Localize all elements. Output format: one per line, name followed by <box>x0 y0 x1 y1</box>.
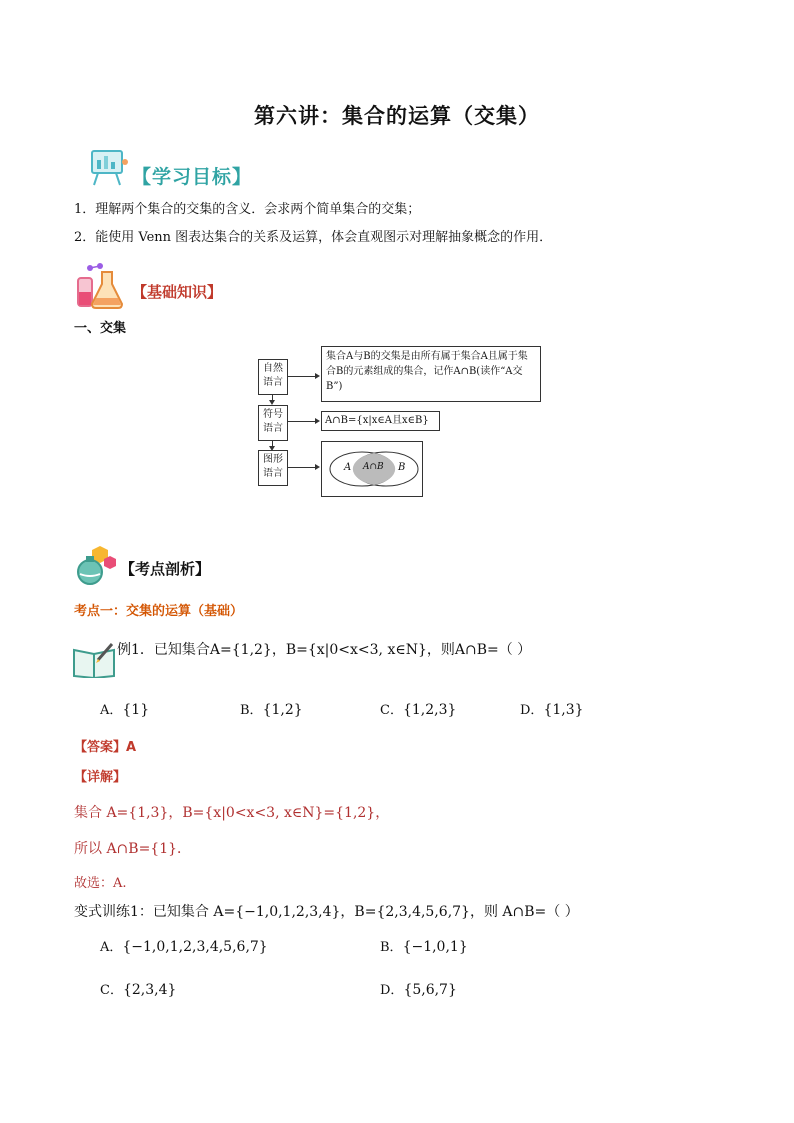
symbolic-language-label: 符号语言 <box>258 405 288 441</box>
beaker-hexagon-icon <box>72 544 116 586</box>
learning-goals-heading: 【学习目标】 <box>132 166 253 188</box>
natural-language-definition: 集合A与B的交集是由所有属于集合A且属于集合B的元素组成的集合，记作A∩B(读作“A交B”) <box>321 346 541 402</box>
example-option-a: A．{1} <box>100 702 150 718</box>
detail-line-2: 所以 A∩B={1}． <box>74 841 192 857</box>
symbolic-definition: A∩B={x|x∈A且x∈B} <box>321 411 440 431</box>
detail-label: 【详解】 <box>74 770 127 785</box>
answer-line: 【答案】A <box>74 740 137 755</box>
venn-label-intersection: A∩B <box>363 462 384 472</box>
detail-line-1: 集合 A={1,3}，B={x|0<x<3, x∈N}={1,2}， <box>74 805 390 821</box>
venn-label-a: A <box>344 462 352 473</box>
basic-knowledge-heading: 【基础知识】 <box>132 283 223 301</box>
goal-item-2: 2．能使用 Venn 图表达集合的关系及运算，体会直观图示对理解抽象概念的作用． <box>74 230 553 245</box>
book-pencil-icon <box>72 640 116 678</box>
example-option-d: D．{1,3} <box>520 702 584 718</box>
variant-option-d: D．{5,6,7} <box>380 982 457 998</box>
variant-option-a: A．{−1,0,1,2,3,4,5,6,7} <box>100 939 268 955</box>
variant-1-question: 变式训练1：已知集合 A={−1,0,1,2,3,4}，B={2,3,4,5,6,7}，则 A∩B=（ ） <box>74 904 579 920</box>
example-option-c: C．{1,2,3} <box>380 702 457 718</box>
variant-option-c: C．{2,3,4} <box>100 982 177 998</box>
example-1-question: 例1．已知集合A={1,2}，B={x|0<x<3, x∈N}，则A∩B=（ ） <box>117 642 532 658</box>
goal-item-1: 1．理解两个集合的交集的含义．会求两个简单集合的交集； <box>74 202 421 217</box>
venn-label-b: B <box>398 462 406 473</box>
chemistry-flask-icon <box>74 262 126 310</box>
presentation-board-icon <box>88 148 130 188</box>
natural-language-label: 自然语言 <box>258 359 288 395</box>
analysis-heading: 【考点剖析】 <box>120 560 211 578</box>
point-1-heading: 考点一：交集的运算（基础） <box>74 604 244 619</box>
variant-option-b: B．{−1,0,1} <box>380 939 468 955</box>
graphic-language-label: 图形语言 <box>258 450 288 486</box>
intersection-subheading: 一、交集 <box>74 321 127 336</box>
page-title: 第六讲：集合的运算（交集） <box>254 104 540 128</box>
example-option-b: B．{1,2} <box>240 702 303 718</box>
choose-line: 故选：A. <box>74 876 127 891</box>
venn-diagram-box <box>321 441 423 497</box>
